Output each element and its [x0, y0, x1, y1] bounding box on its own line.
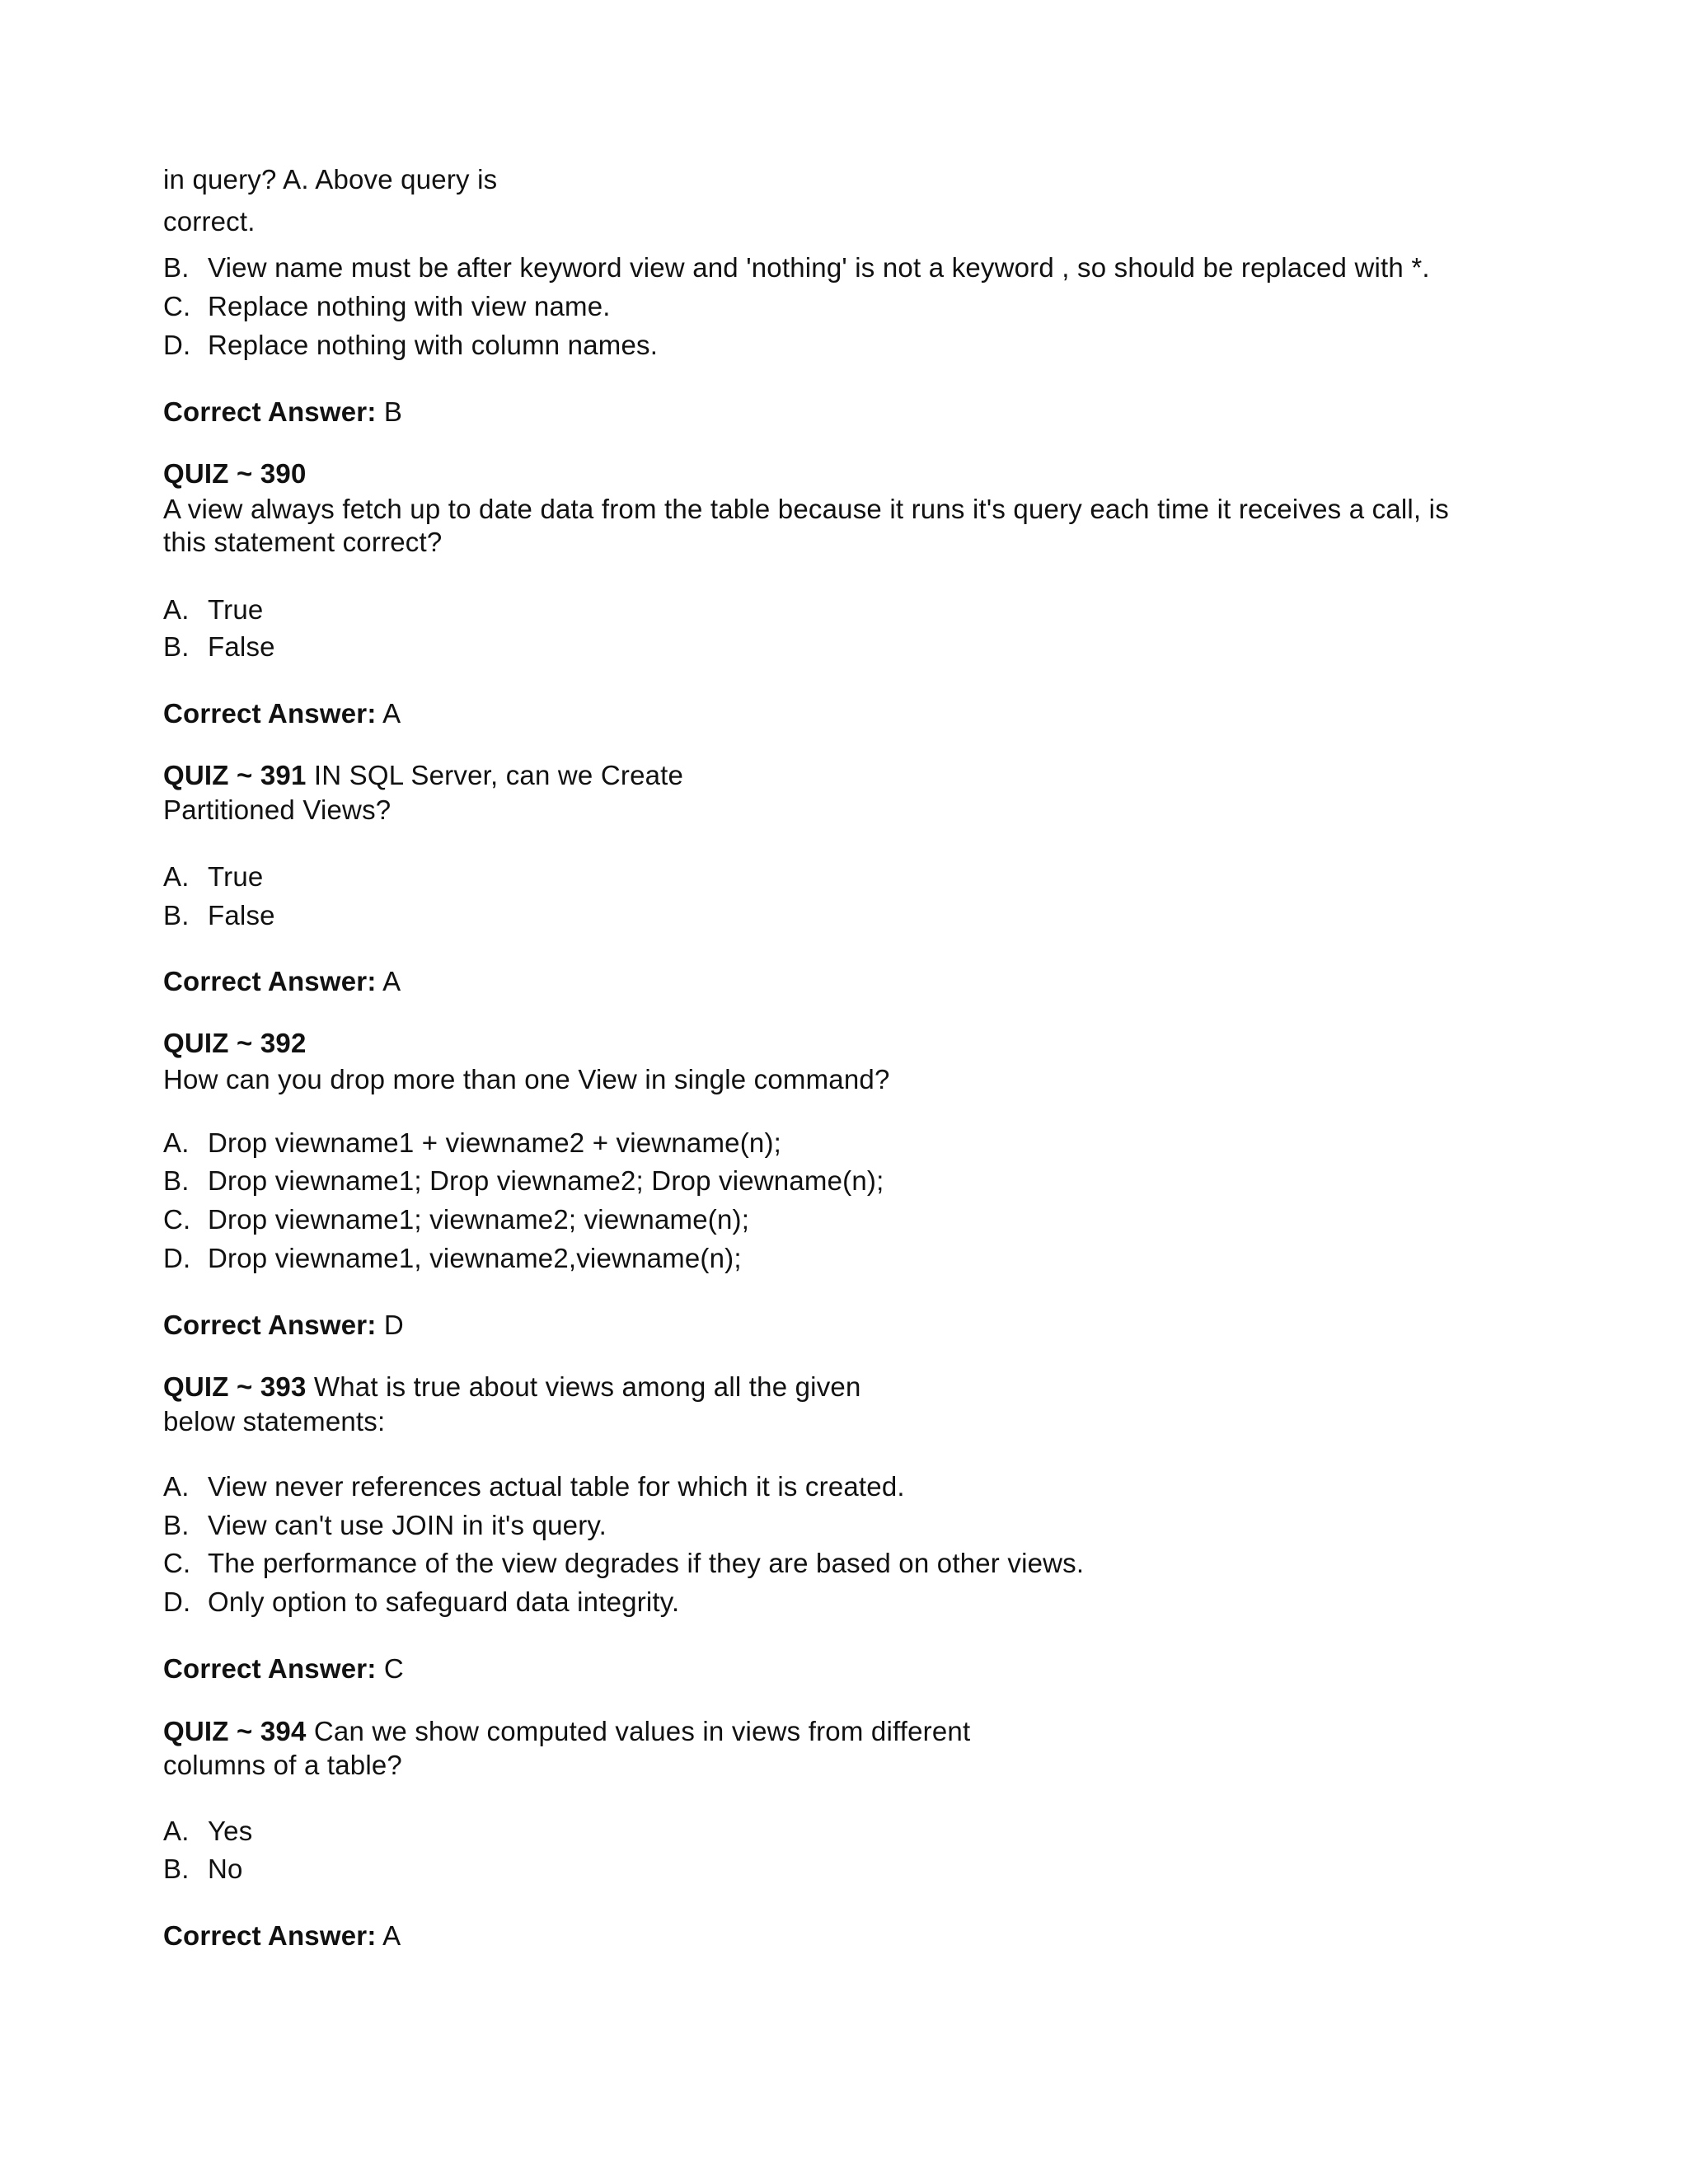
option-b — [163, 1509, 607, 1542]
option-text: View can't use JOIN in it's query. — [208, 1510, 607, 1540]
option-text: True — [208, 594, 264, 625]
option-letter: B. — [163, 252, 190, 283]
option-letter: C. — [163, 1204, 191, 1235]
option-d — [163, 329, 658, 362]
option-text: View never references actual table for which it is created. — [208, 1471, 905, 1502]
quiz-title: QUIZ ~ 393 — [163, 1371, 307, 1402]
question-text-start: IN SQL Server, can we Create — [313, 760, 684, 790]
option-letter: B. — [163, 900, 190, 930]
option-a — [163, 1470, 905, 1503]
quiz-title: QUIZ ~ 392 — [163, 1028, 307, 1058]
question-text: this statement correct? — [163, 527, 443, 557]
option-text: View name must be after keyword view and 'nothing' is not a keyword , so should be replaced with *. — [208, 252, 1430, 283]
option-d — [163, 1586, 679, 1619]
correct-answer-value: A — [382, 698, 401, 729]
correct-answer — [163, 965, 401, 998]
option-c — [163, 1203, 749, 1236]
option-letter: B. — [163, 1165, 190, 1196]
question-text: How can you drop more than one View in single command? — [163, 1064, 890, 1094]
option-text: Replace nothing with view name. — [208, 291, 611, 321]
quiz-title: QUIZ ~ 391 — [163, 760, 307, 790]
option-letter: C. — [163, 1548, 191, 1578]
option-text: Drop viewname1, viewname2,viewname(n); — [208, 1243, 742, 1273]
option-letter: D. — [163, 330, 191, 360]
option-text: Drop viewname1; Drop viewname2; Drop viewname(n); — [208, 1165, 884, 1196]
option-letter: A. — [163, 594, 190, 625]
option-c — [163, 290, 611, 323]
question-text — [163, 759, 683, 792]
option-letter: D. — [163, 1243, 191, 1273]
option-letter: A. — [163, 1127, 190, 1158]
correct-answer-label: Correct Answer: — [163, 1653, 377, 1684]
correct-answer — [163, 1919, 401, 1952]
option-text: False — [208, 631, 275, 662]
option-a — [163, 593, 263, 626]
option-b — [163, 899, 275, 932]
question-text: below statements: — [163, 1406, 386, 1436]
option-letter: B. — [163, 1854, 190, 1884]
question-text-start: Can we show computed values in views from different — [313, 1716, 971, 1746]
correct-answer-value: A — [382, 966, 401, 996]
option-text: Only option to safeguard data integrity. — [208, 1586, 680, 1617]
question-text: A view always fetch up to date data from the table because it runs it's query each time it receives a call, is — [163, 494, 1449, 524]
correct-answer-value: D — [383, 1310, 404, 1340]
correct-answer — [163, 1652, 404, 1685]
option-d — [163, 1242, 742, 1275]
correct-answer-label: Correct Answer: — [163, 698, 377, 729]
correct-answer-label: Correct Answer: — [163, 966, 377, 996]
correct-answer-value: C — [383, 1653, 404, 1684]
question-text: Partitioned Views? — [163, 794, 392, 825]
option-a — [163, 860, 263, 893]
correct-answer-value: B — [383, 396, 403, 427]
option-letter: A. — [163, 861, 190, 892]
option-text: Drop viewname1; viewname2; viewname(n); — [208, 1204, 750, 1235]
option-b — [163, 1853, 243, 1886]
quiz-title: QUIZ ~ 390 — [163, 458, 307, 489]
question-text-start: What is true about views among all the given — [313, 1371, 861, 1402]
question-text: columns of a table? — [163, 1750, 402, 1780]
correct-answer — [163, 697, 401, 730]
option-text: No — [208, 1854, 243, 1884]
option-a — [163, 1815, 252, 1848]
correct-answer-label: Correct Answer: — [163, 1920, 377, 1951]
question-continuation-line: correct. — [163, 206, 256, 237]
correct-answer-label: Correct Answer: — [163, 1310, 377, 1340]
question-text — [163, 1371, 861, 1404]
correct-answer — [163, 1309, 404, 1342]
option-letter: B. — [163, 1510, 190, 1540]
question-text — [163, 1715, 970, 1748]
option-c — [163, 1547, 1084, 1580]
correct-answer-value: A — [382, 1920, 401, 1951]
correct-answer-label: Correct Answer: — [163, 396, 377, 427]
option-text: The performance of the view degrades if they are based on other views. — [208, 1548, 1085, 1578]
option-letter: D. — [163, 1586, 191, 1617]
option-a — [163, 1127, 781, 1160]
option-b — [163, 251, 1430, 284]
option-text: False — [208, 900, 275, 930]
option-b — [163, 1165, 884, 1197]
option-letter: A. — [163, 1471, 190, 1502]
option-letter: B. — [163, 631, 190, 662]
option-text: Drop viewname1 + viewname2 + viewname(n); — [208, 1127, 782, 1158]
option-b — [163, 630, 275, 663]
option-text: True — [208, 861, 264, 892]
option-text: Replace nothing with column names. — [208, 330, 659, 360]
option-text: Yes — [208, 1816, 253, 1846]
quiz-title: QUIZ ~ 394 — [163, 1716, 307, 1746]
option-letter: C. — [163, 291, 191, 321]
correct-answer — [163, 396, 402, 429]
option-letter: A. — [163, 1816, 190, 1846]
question-continuation-line: in query? A. Above query is — [163, 164, 498, 194]
